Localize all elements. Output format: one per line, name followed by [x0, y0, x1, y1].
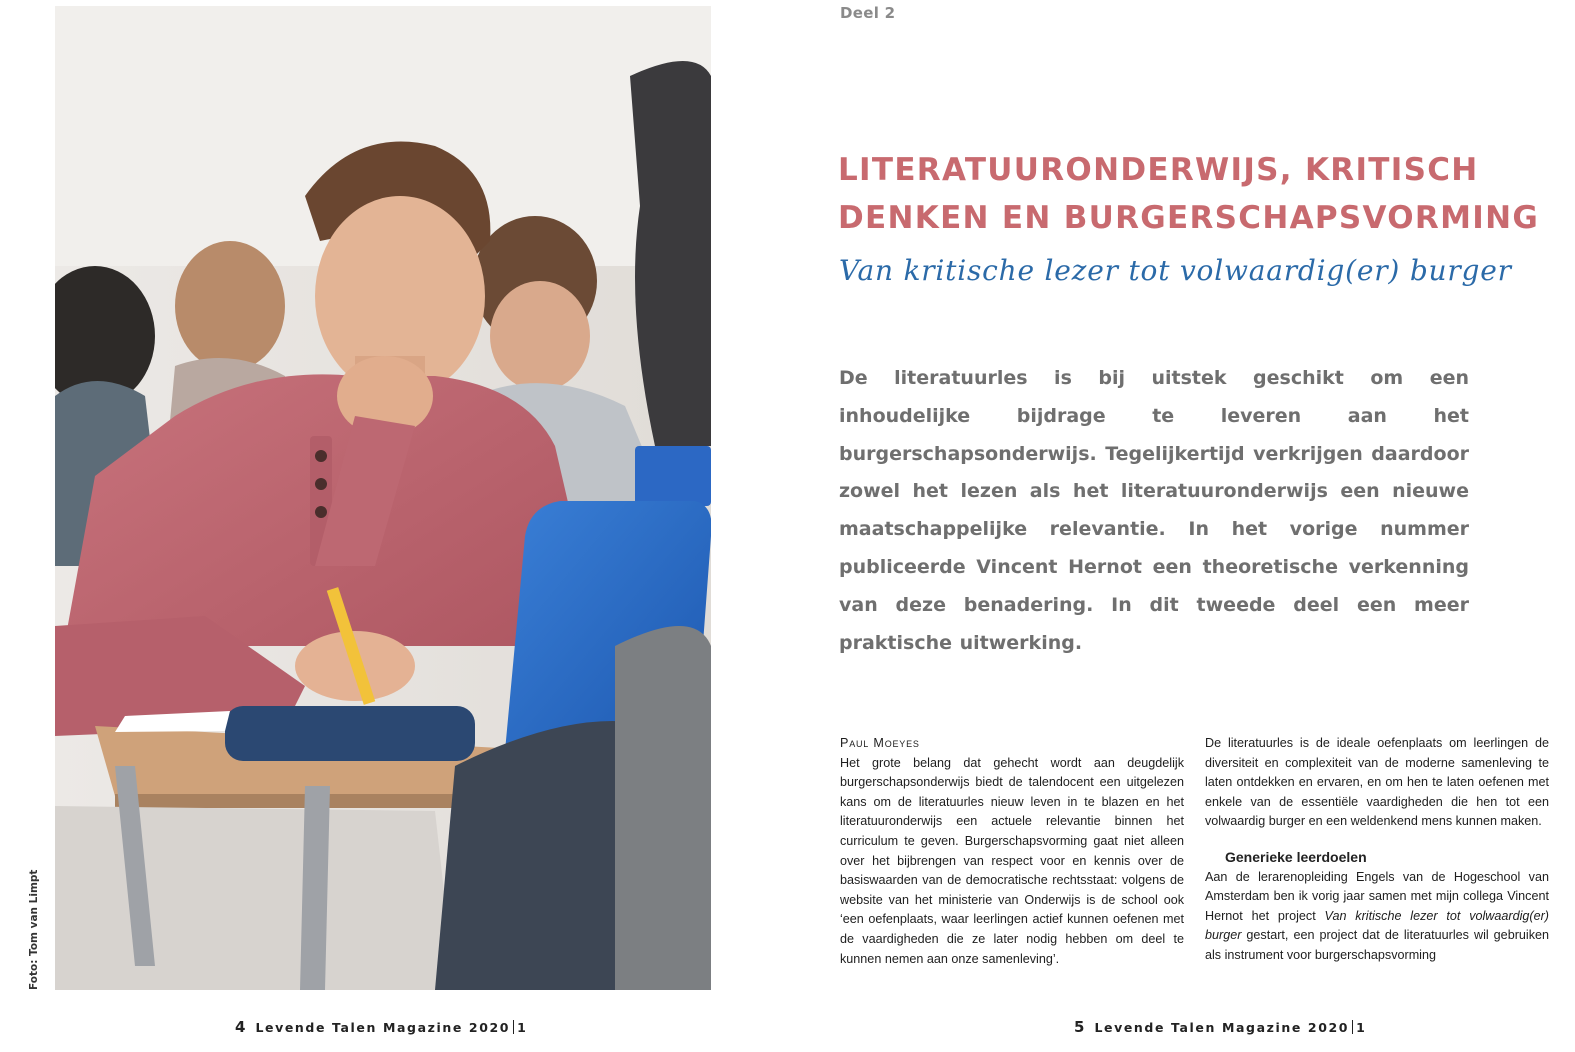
article-intro: De literatuurles is bij uitstek geschikt om een inhoudelijke bijdrage te leveren aan het burgerschapsonderwijs. Tegelijkertijd verkrijgen daardoor zowel het lezen als het literatuuronderwijs een nieuwe maatschappelijke relevantie. In het vorige nummer publiceerde Vincent Hernot een theoretische verkenning van deze benadering. In dit tweede deel een meer praktische uitwerking. [839, 367, 1469, 654]
author-byline [840, 734, 1184, 754]
page-footer-left [235, 1018, 526, 1040]
body-paragraph-3-start: Aan de lerarenopleiding Engels van de Hogeschool van Amsterdam ben ik vorig jaar samen met mijn collega Vincent Hernot het project [1205, 869, 1549, 923]
issue-number: 1 [1356, 1020, 1365, 1035]
photo-credit: Foto: Tom van Limpt [28, 869, 40, 990]
body-column-1 [840, 734, 1184, 969]
body-paragraph-2: De literatuurles is de ideale oefenplaats om leerlingen de diversiteit en complexiteit van de moderne samenleving te laten ontdekken en ervaren, en om hen te laten oefenen met enkele van de essentiële vaardigheden die hen tot een volwaardig burger en een weldenkend mens kunnen maken. [1205, 736, 1549, 829]
body-paragraph-3 [1205, 868, 1549, 966]
issue-number: 1 [517, 1020, 526, 1035]
folio-divider [513, 1020, 514, 1034]
body-paragraph-3-end: gestart, een project dat de literatuurles wil gebruiken als instrument voor burgerschapsvorming [1205, 928, 1549, 962]
classroom-photo-illustration [55, 6, 711, 990]
project-title: Van kritische lezer tot volwaardig(er) burger [1205, 908, 1549, 943]
article-title-line2: DENKEN EN BURGERSCHAPSVORMING [838, 200, 1540, 236]
page-footer-right [1074, 1018, 1365, 1040]
body-paragraph-1: Het grote belang dat gehecht wordt aan deugdelijk burgerschapsonderwijs biedt de talendocent een uitgelezen kans om de literatuurles nieuw leven in te blazen en het literatuuronderwijs een actuele relevantie binnen het curriculum te geven. Burgerschapsvorming gaat niet alleen over het bijbrengen van respect voor en kennis over de basiswaarden van de democratische rechtsstaat: volgens de website van het ministerie van Onderwijs is de school ook ‘een oefenplaats, waar leerlingen actief kunnen oefenen met de vaardigheden die ze later nodig hebben om deel te kunnen nemen aan onze samenleving’. [840, 755, 1184, 966]
article-title-line1: LITERATUURONDERWIJS, KRITISCH [838, 152, 1479, 188]
classroom-photo [55, 6, 711, 990]
article-title [838, 146, 1538, 242]
author-name: Paul Moeyes [840, 736, 920, 750]
page-number: 4 [235, 1018, 246, 1036]
page-number: 5 [1074, 1018, 1085, 1036]
section-label: Deel 2 [840, 4, 896, 22]
article-subtitle: Van kritische lezer tot volwaardig(er) burger [839, 254, 1512, 287]
folio-divider [1352, 1020, 1353, 1034]
magazine-name: Levende Talen Magazine 2020 [255, 1020, 511, 1035]
subheading: Generieke leerdoelen [1225, 848, 1367, 865]
body-column-2 [1205, 734, 1549, 966]
magazine-name: Levende Talen Magazine 2020 [1094, 1020, 1350, 1035]
